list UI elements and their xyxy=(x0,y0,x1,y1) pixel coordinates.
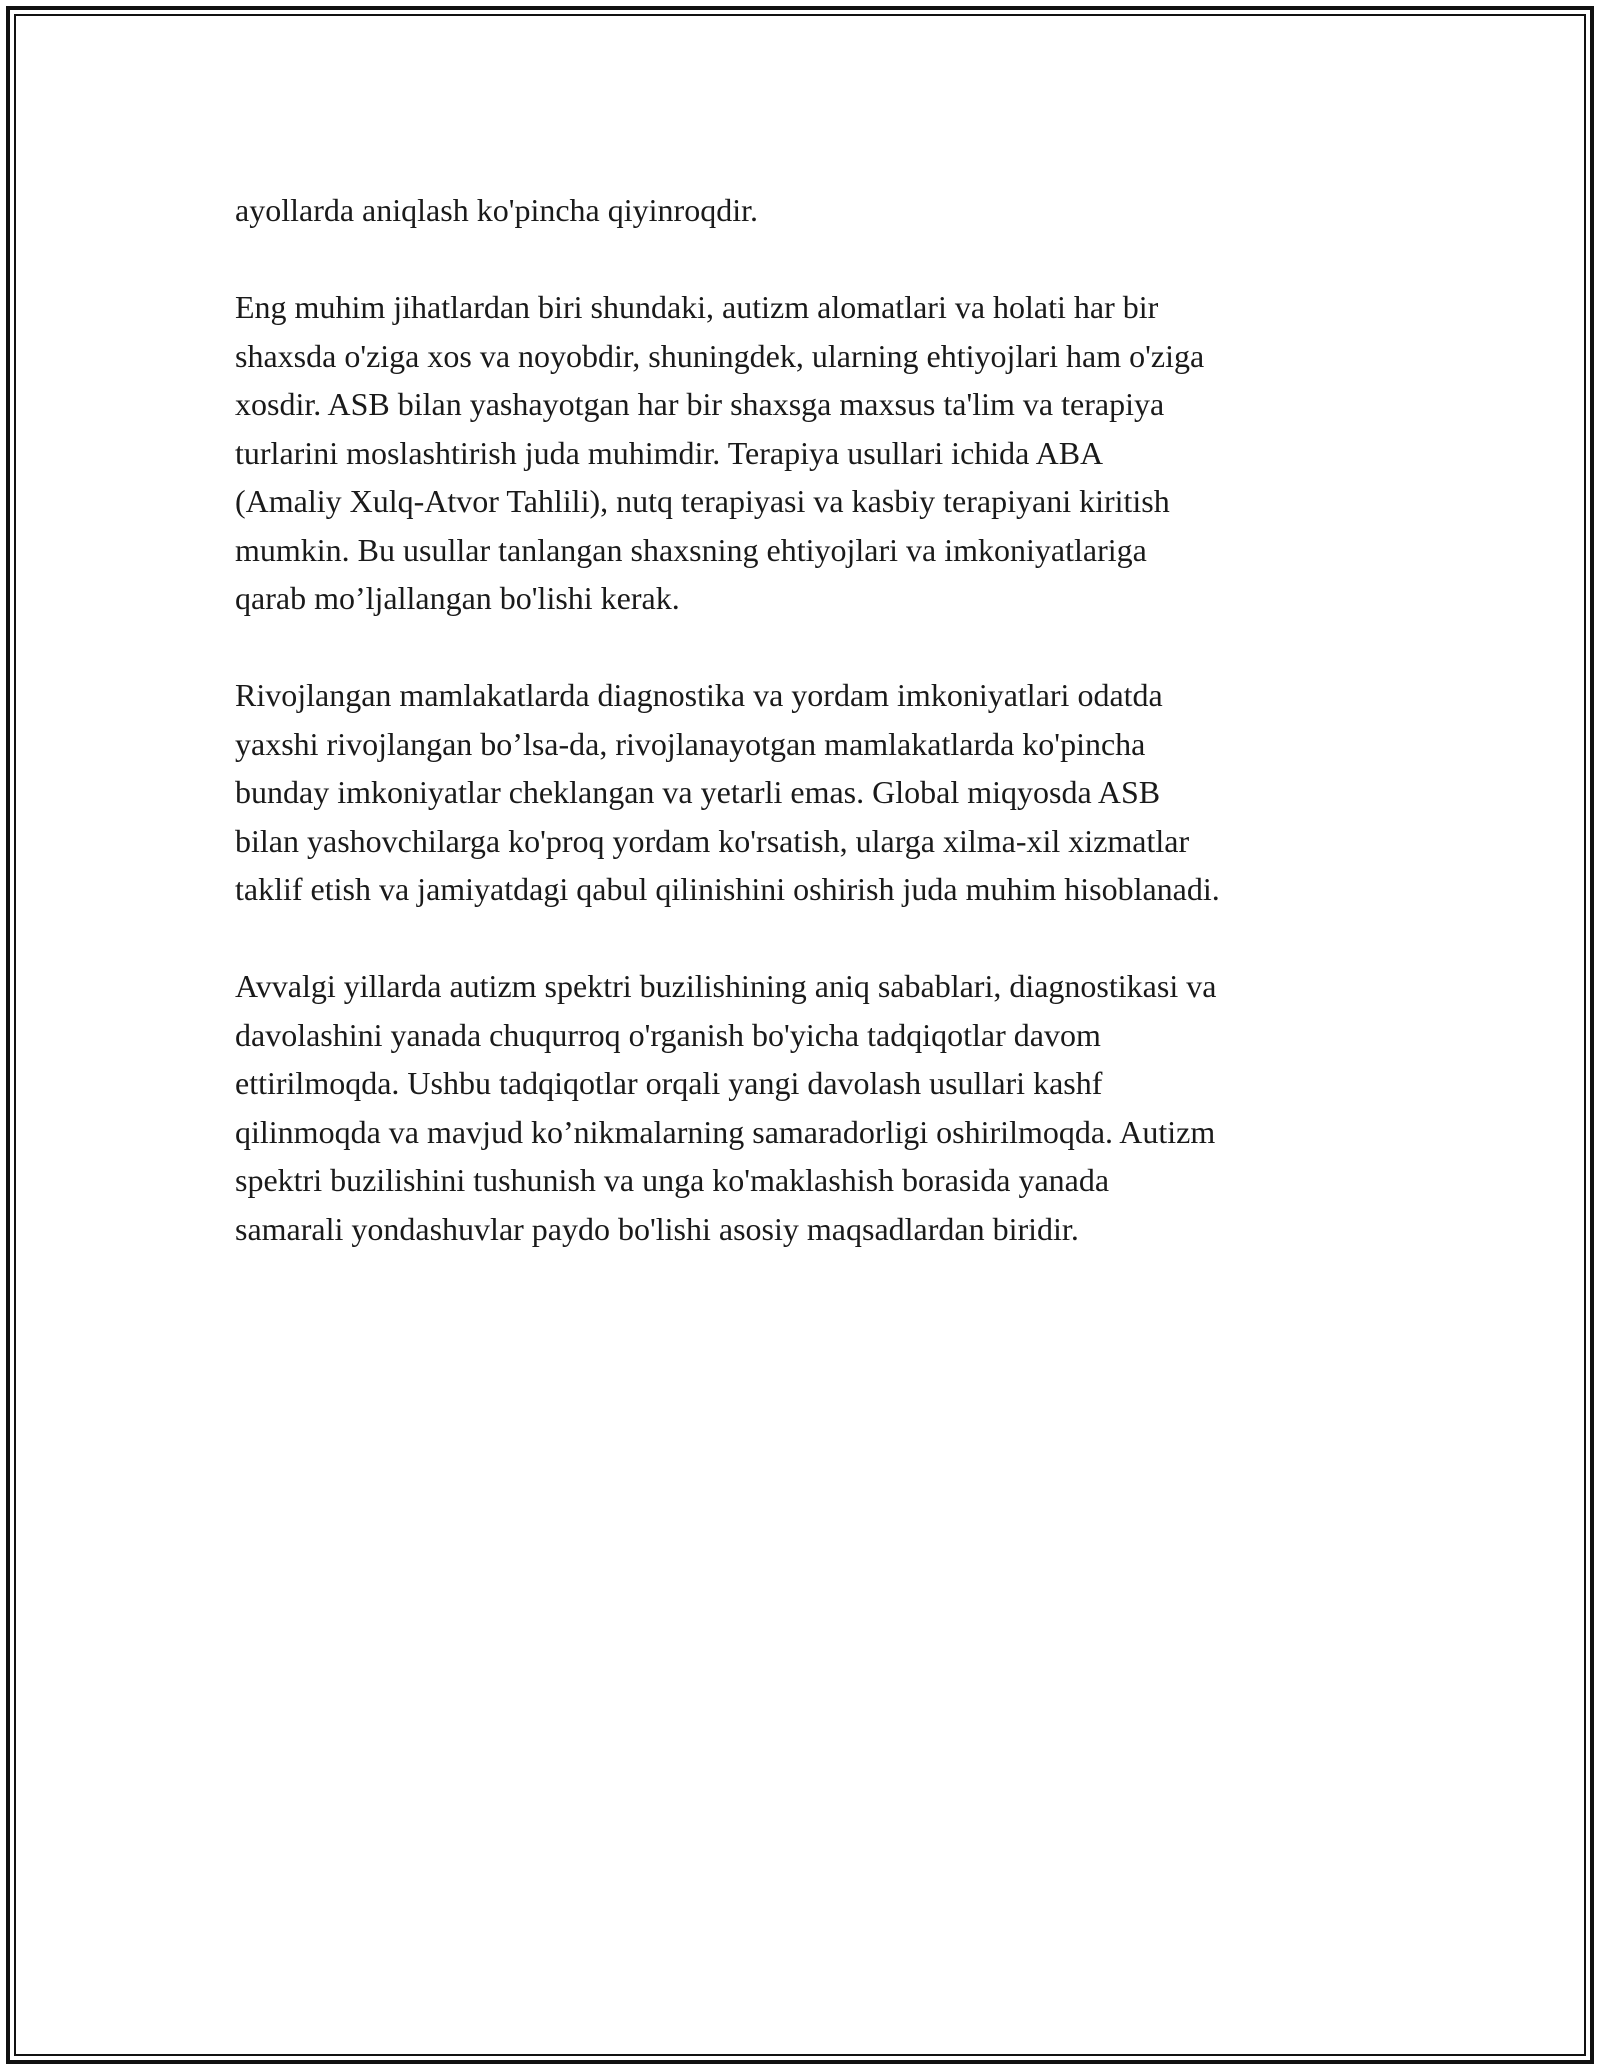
text-line: davolashini yanada chuqurroq o'rganish bo'yicha tadqiqotlar davom xyxy=(235,1016,1101,1053)
text-line: ettirilmoqda. Ushbu tadqiqotlar orqali yangi davolash usullari kashf xyxy=(235,1065,1103,1101)
text-line: ayollarda aniqlash ko'pincha qiyinroqdir. xyxy=(235,192,758,228)
paragraph-1 xyxy=(235,186,1395,235)
text-line: taklif etish va jamiyatdagi qabul qilinishini oshirish juda muhim hisoblanadi. xyxy=(235,871,1220,907)
text-line: spektri buzilishini tushunish va unga ko'maklashish borasida yanada xyxy=(235,1162,1110,1198)
text-line: mumkin. Bu usullar tanlangan shaxsning ehtiyojlari va imkoniyatlariga xyxy=(235,531,1147,568)
text-line: Eng muhim jihatlardan biri shundaki, autizm alomatlari va holati har bir xyxy=(235,289,1159,325)
text-line: turlarini moslashtirish juda muhimdir. Terapiya usullari ichida ABA xyxy=(235,434,1104,471)
paragraph-3 xyxy=(235,671,1395,914)
text-line: shaxsda o'ziga xos va noyobdir, shuningdek, ularning ehtiyojlari ham o'ziga xyxy=(235,337,1205,374)
text-line: samarali yondashuvlar paydo bo'lishi asosiy maqsadlardan biridir. xyxy=(235,1210,1079,1247)
paragraph-4 xyxy=(235,962,1395,1253)
text-line: Avvalgi yillarda autizm spektri buzilishining aniq sabablari, diagnostikasi va xyxy=(235,968,1217,1004)
paragraph-2 xyxy=(235,283,1395,623)
text-line: yaxshi rivojlangan bo’lsa-da, rivojlanayotgan mamlakatlarda ko'pincha xyxy=(235,725,1146,762)
text-line: qilinmoqda va mavjud ko’nikmalarning samaradorligi oshirilmoqda. Autizm xyxy=(235,1113,1216,1150)
text-line: qarab mo’ljallangan bo'lishi kerak. xyxy=(235,580,680,616)
text-line: xosdir. ASB bilan yashayotgan har bir shaxsga maxsus ta'lim va terapiya xyxy=(235,386,1165,422)
document-body xyxy=(235,186,1395,1302)
text-line: Rivojlangan mamlakatlarda diagnostika va yordam imkoniyatlari odatda xyxy=(235,677,1163,713)
text-line: (Amaliy Xulq-Atvor Tahlili), nutq terapiyasi va kasbiy terapiyani kiritish xyxy=(235,483,1170,519)
text-line: bilan yashovchilarga ko'proq yordam ko'rsatish, ularga xilma-xil xizmatlar xyxy=(235,822,1190,859)
text-line: bunday imkoniyatlar cheklangan va yetarli emas. Global miqyosda ASB xyxy=(235,774,1161,810)
